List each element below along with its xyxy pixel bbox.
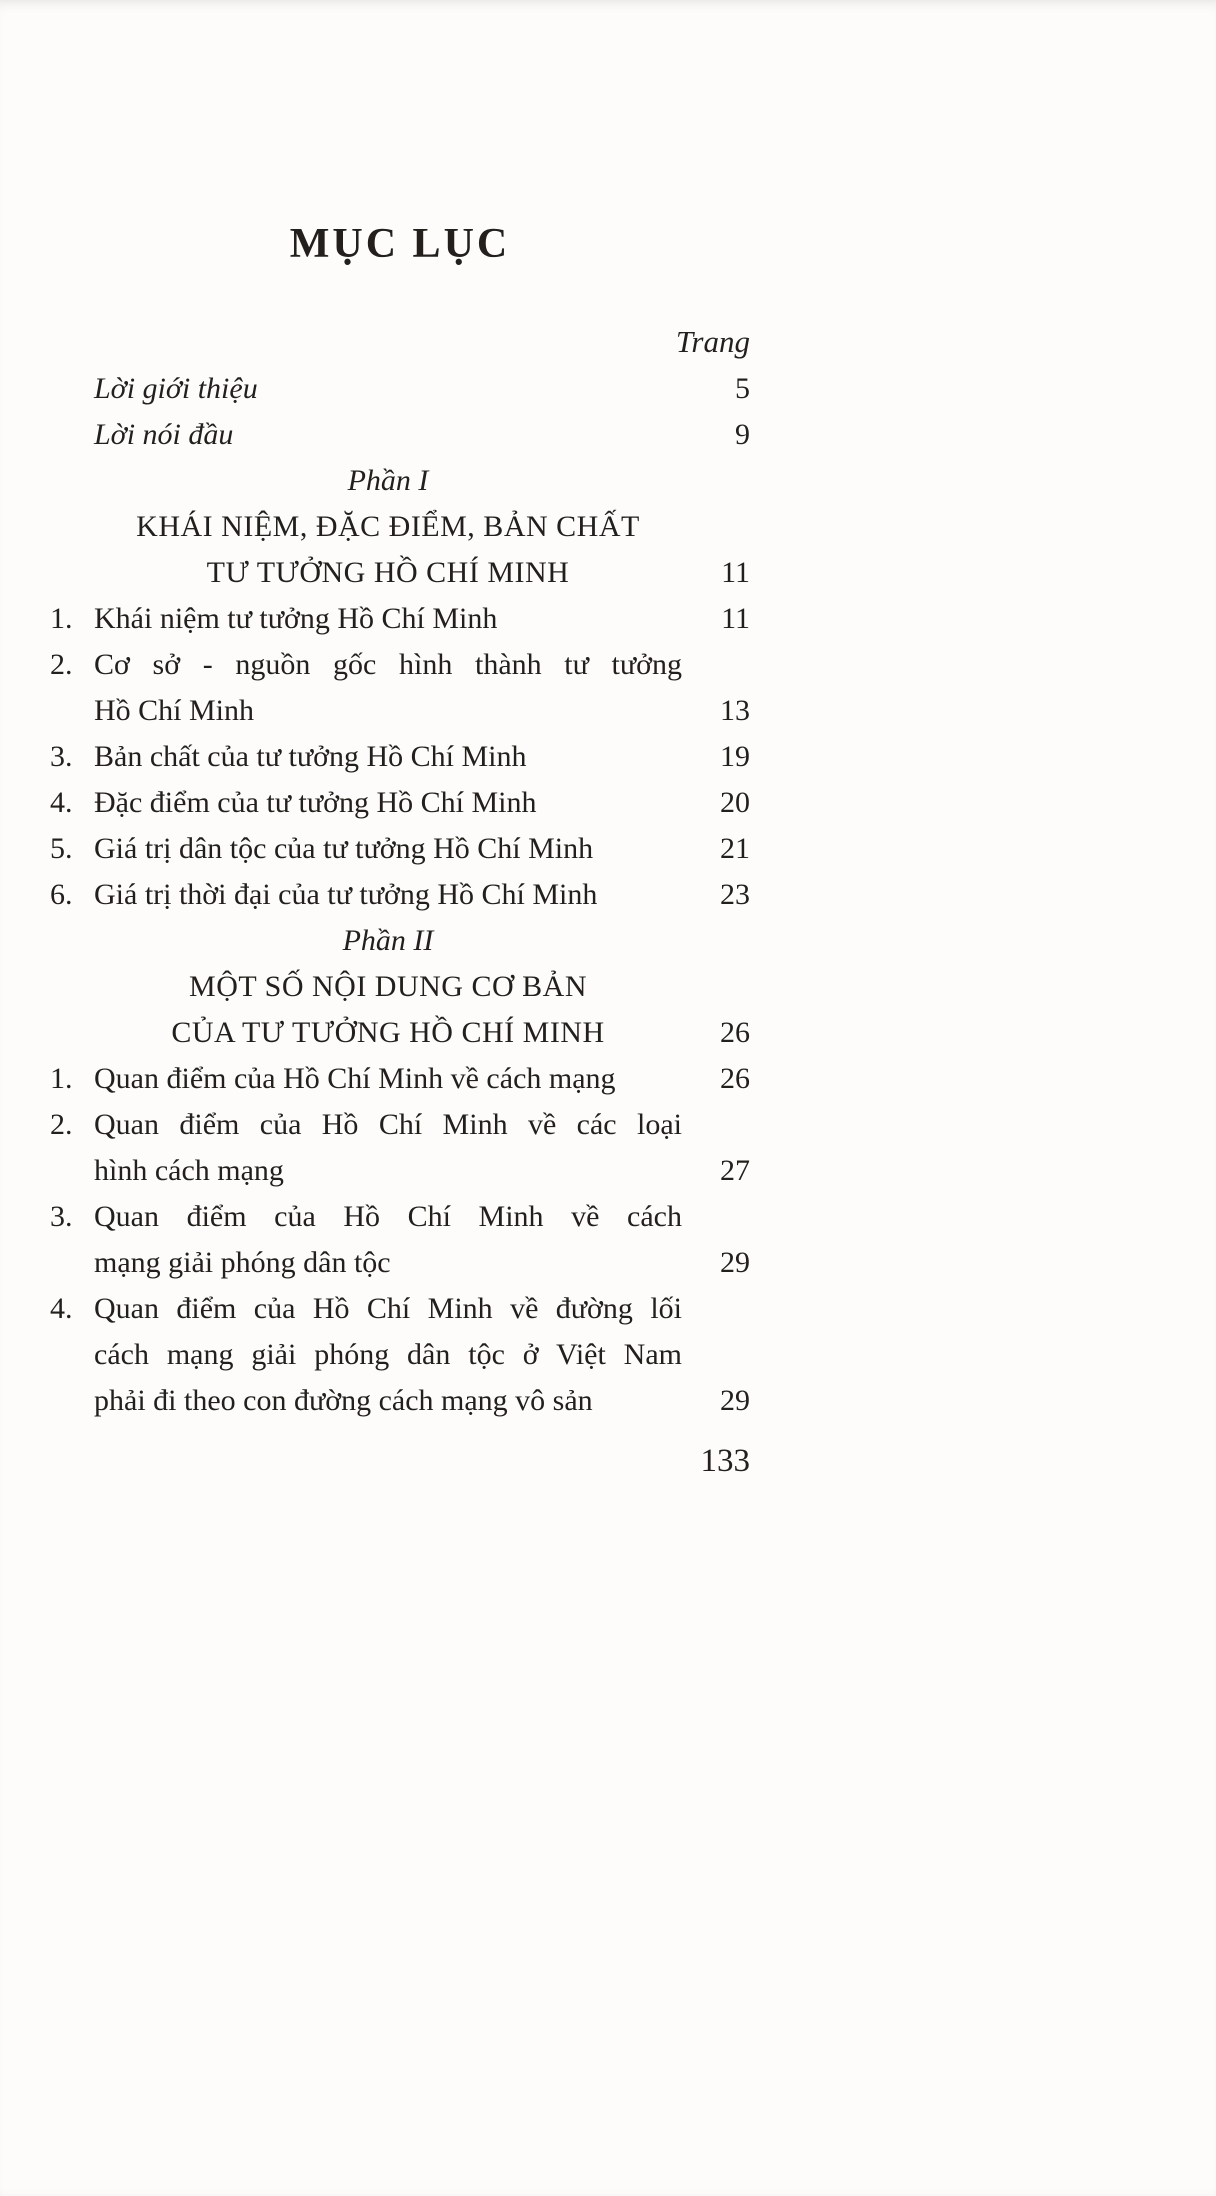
toc-row <box>50 642 750 688</box>
toc-entry-text: Quan điểm của Hồ Chí Minh về các loại <box>94 1108 682 1141</box>
toc-entry-text: Giá trị thời đại của tư tưởng Hồ Chí Minh <box>94 878 598 911</box>
toc-row <box>50 1148 750 1194</box>
toc-entry-page: 11 <box>721 556 750 589</box>
toc-entry-page: 23 <box>720 878 750 911</box>
toc-entry-number: 6. <box>50 878 73 911</box>
toc-entry-text: Quan điểm của Hồ Chí Minh về đường lối <box>94 1292 682 1325</box>
toc-row <box>50 1056 750 1102</box>
toc-entry-text: Phần I <box>347 464 429 497</box>
toc-row <box>50 1286 750 1332</box>
toc-entry-text: mạng giải phóng dân tộc <box>94 1246 391 1279</box>
toc-row <box>50 1332 750 1378</box>
toc-entry-text: TƯ TƯỞNG HỒ CHÍ MINH <box>206 556 570 589</box>
toc-entry-page: 20 <box>720 786 750 819</box>
toc-row <box>50 504 750 550</box>
toc-entry-text: MỘT SỐ NỘI DUNG CƠ BẢN <box>189 970 587 1003</box>
toc-row <box>50 1010 750 1056</box>
toc-content <box>50 0 750 1482</box>
toc-row <box>50 1194 750 1240</box>
toc-entry-text: Lời nói đầu <box>94 418 234 451</box>
toc-row <box>50 872 750 918</box>
toc-entry-text: Quan điểm của Hồ Chí Minh về cách mạng <box>94 1062 616 1095</box>
page-column-header: Trang <box>675 324 750 359</box>
toc-entry-page: 26 <box>720 1062 750 1095</box>
toc-entry-number: 3. <box>50 1200 73 1233</box>
toc-entry-text: hình cách mạng <box>94 1154 284 1187</box>
toc-row <box>50 964 750 1010</box>
folio-page-number: 133 <box>700 1443 750 1479</box>
toc-entry-page: 26 <box>720 1016 750 1049</box>
toc-row <box>50 412 750 458</box>
toc-entry-text: Lời giới thiệu <box>94 372 258 405</box>
toc-entry-text: Khái niệm tư tưởng Hồ Chí Minh <box>94 602 498 635</box>
toc-entry-page: 29 <box>720 1246 750 1279</box>
toc-entry-text: Bản chất của tư tưởng Hồ Chí Minh <box>94 740 527 773</box>
toc-row <box>50 458 750 504</box>
toc-entry-page: 9 <box>735 418 750 451</box>
toc-entry-text: CỦA TƯ TƯỞNG HỒ CHÍ MINH <box>171 1016 605 1049</box>
toc-entry-text: Giá trị dân tộc của tư tưởng Hồ Chí Minh <box>94 832 594 865</box>
toc-entry-text: Đặc điểm của tư tưởng Hồ Chí Minh <box>94 786 537 819</box>
toc-row <box>50 780 750 826</box>
toc-row <box>50 1378 750 1424</box>
toc-entry-text: Cơ sở - nguồn gốc hình thành tư tưởng <box>94 648 682 681</box>
toc-entry-page: 19 <box>720 740 750 773</box>
toc-list <box>50 366 750 1424</box>
toc-entry-text: KHÁI NIỆM, ĐẶC ĐIỂM, BẢN CHẤT <box>136 510 640 543</box>
page-title: MỤC LỤC <box>289 221 511 267</box>
toc-entry-number: 3. <box>50 740 73 773</box>
toc-row <box>50 734 750 780</box>
toc-row <box>50 1102 750 1148</box>
toc-row <box>50 1240 750 1286</box>
toc-entry-text: cách mạng giải phóng dân tộc ở Việt Nam <box>94 1338 682 1371</box>
toc-entry-number: 2. <box>50 648 73 681</box>
toc-row <box>50 550 750 596</box>
toc-entry-page: 21 <box>720 832 750 865</box>
toc-entry-number: 4. <box>50 1292 73 1325</box>
toc-entry-text: phải đi theo con đường cách mạng vô sản <box>94 1384 593 1417</box>
toc-entry-number: 5. <box>50 832 73 865</box>
toc-row <box>50 596 750 642</box>
toc-entry-page: 5 <box>735 372 750 405</box>
toc-entry-text: Phần II <box>342 924 434 957</box>
toc-entry-page: 27 <box>720 1154 750 1187</box>
toc-entry-page: 29 <box>720 1384 750 1417</box>
toc-entry-page: 13 <box>720 694 750 727</box>
toc-row <box>50 688 750 734</box>
toc-entry-number: 2. <box>50 1108 73 1141</box>
toc-entry-number: 4. <box>50 786 73 819</box>
toc-entry-text: Quan điểm của Hồ Chí Minh về cách <box>94 1200 682 1233</box>
toc-row <box>50 918 750 964</box>
toc-entry-text: Hồ Chí Minh <box>94 694 255 727</box>
toc-entry-number: 1. <box>50 1062 73 1095</box>
toc-entry-number: 1. <box>50 602 73 635</box>
toc-entry-page: 11 <box>721 602 750 635</box>
toc-row <box>50 366 750 412</box>
toc-row <box>50 826 750 872</box>
